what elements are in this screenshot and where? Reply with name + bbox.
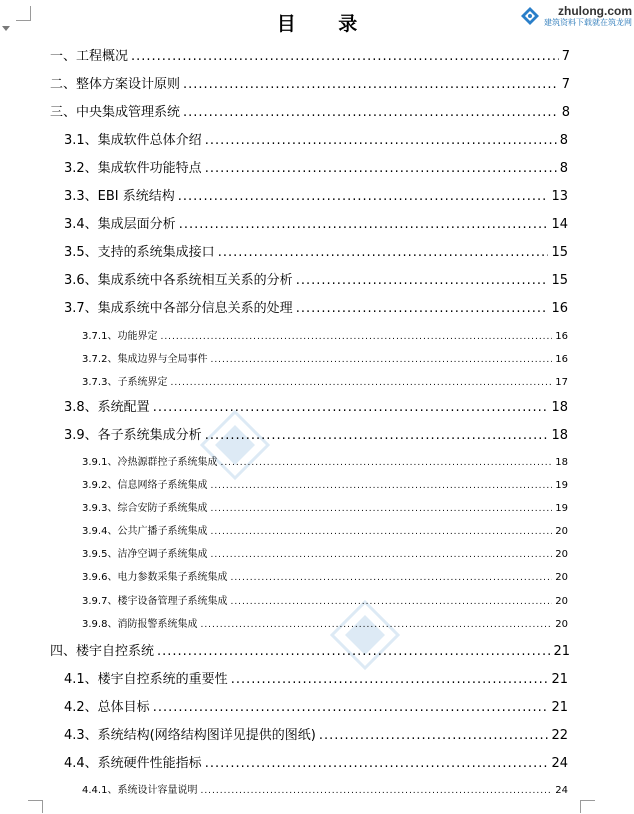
- toc-leader: [170, 378, 552, 388]
- corner-mark-bottom-left: [28, 800, 43, 813]
- toc-leader: [220, 458, 552, 468]
- toc-leader: [230, 597, 552, 607]
- toc-entry[interactable]: [82, 373, 568, 387]
- toc-leader: [183, 77, 559, 92]
- toc-page: 21: [551, 672, 568, 687]
- toc-label: 4.1、楼宇自控系统的重要性: [64, 672, 228, 687]
- toc-leader: [153, 700, 549, 715]
- toc-page: 8: [559, 161, 568, 176]
- toc-page: 24: [555, 785, 568, 796]
- toc-label: 4.2、总体目标: [64, 700, 150, 715]
- toc-page: 16: [555, 331, 568, 342]
- toc-page: 22: [551, 728, 568, 743]
- toc-page: 15: [551, 273, 568, 288]
- toc-leader: [230, 573, 552, 583]
- toc-leader: [296, 301, 549, 316]
- toc-entry[interactable]: [82, 327, 568, 341]
- toc-entry[interactable]: [82, 615, 568, 629]
- toc-leader: [218, 245, 549, 260]
- toc-label: 3.9、各子系统集成分析: [64, 428, 202, 443]
- toc-leader: [231, 672, 549, 687]
- toc-label: 3.9.8、消防报警系统集成: [82, 619, 198, 630]
- toc-leader: [179, 217, 549, 232]
- margin-arrow-icon: [2, 26, 10, 31]
- toc-leader: [210, 355, 552, 365]
- toc-entry[interactable]: [82, 453, 568, 467]
- page-title: 目 录: [276, 13, 376, 35]
- toc-leader: [205, 161, 557, 176]
- toc-entry[interactable]: [82, 781, 568, 795]
- toc-entry[interactable]: [64, 213, 568, 231]
- toc-page: 20: [555, 572, 568, 583]
- toc-label: 3.4、集成层面分析: [64, 217, 176, 232]
- toc-entry[interactable]: [64, 129, 568, 147]
- toc-label: 3.9.1、冷热源群控子系统集成: [82, 457, 218, 468]
- logo-url: zhulong.com: [558, 4, 632, 18]
- toc-leader: [210, 504, 552, 514]
- toc-label: 四、楼宇自控系统: [50, 644, 155, 659]
- toc-page: 17: [555, 377, 568, 388]
- toc-leader: [178, 189, 549, 204]
- toc-entry[interactable]: [64, 668, 568, 686]
- toc-entry[interactable]: [64, 424, 568, 442]
- toc-leader: [210, 550, 552, 560]
- toc-entry[interactable]: [64, 241, 568, 259]
- toc-leader: [319, 728, 549, 743]
- toc-leader: [205, 756, 549, 771]
- toc-page: 7: [561, 77, 570, 92]
- toc-entry[interactable]: [82, 545, 568, 559]
- toc-entry[interactable]: [82, 522, 568, 536]
- toc-page: 21: [553, 644, 570, 659]
- toc-label: 3.2、集成软件功能特点: [64, 161, 202, 176]
- toc-entry[interactable]: [64, 396, 568, 414]
- toc-leader: [210, 481, 552, 491]
- toc-entry[interactable]: [82, 350, 568, 364]
- toc-entry[interactable]: [82, 476, 568, 490]
- toc-entry[interactable]: [82, 592, 568, 606]
- toc-label: 4.4、系统硬件性能指标: [64, 756, 202, 771]
- toc-leader: [200, 620, 552, 630]
- toc-page: 20: [555, 526, 568, 537]
- toc-label: 3.9.2、信息网络子系统集成: [82, 480, 208, 491]
- toc-page: 15: [551, 245, 568, 260]
- toc-page: 21: [551, 700, 568, 715]
- toc-entry[interactable]: [50, 45, 570, 63]
- toc-page: 14: [551, 217, 568, 232]
- toc-entry[interactable]: [64, 157, 568, 175]
- toc-label: 三、中央集成管理系统: [50, 105, 181, 120]
- toc-page: 16: [555, 354, 568, 365]
- toc-page: 20: [555, 549, 568, 560]
- toc-label: 3.3、EBI 系统结构: [64, 189, 175, 204]
- logo-slogan: 建筑资料下载就在筑龙网: [544, 18, 632, 27]
- corner-mark-bottom-right: [580, 800, 595, 813]
- toc-leader: [200, 786, 552, 796]
- toc-entry[interactable]: [64, 297, 568, 315]
- toc-leader: [205, 133, 557, 148]
- toc-entry[interactable]: [50, 101, 570, 119]
- toc-leader: [210, 527, 552, 537]
- toc-leader: [205, 428, 549, 443]
- toc-label: 3.7、集成系统中各部分信息关系的处理: [64, 301, 293, 316]
- toc-page: 24: [551, 756, 568, 771]
- toc-page: 19: [555, 503, 568, 514]
- toc-page: 18: [555, 457, 568, 468]
- toc-leader: [160, 332, 552, 342]
- toc-page: 13: [551, 189, 568, 204]
- toc-label: 3.9.5、洁净空调子系统集成: [82, 549, 208, 560]
- toc-label: 4.4.1、系统设计容量说明: [82, 785, 198, 796]
- toc-label: 3.6、集成系统中各系统相互关系的分析: [64, 273, 293, 288]
- toc-label: 二、整体方案设计原则: [50, 77, 181, 92]
- toc-label: 3.9.6、电力参数采集子系统集成: [82, 572, 228, 583]
- toc-entry[interactable]: [50, 640, 570, 658]
- toc-label: 一、工程概况: [50, 49, 129, 64]
- toc-entry[interactable]: [64, 752, 568, 770]
- toc-page: 19: [555, 480, 568, 491]
- toc-label: 4.3、系统结构(网络结构图详见提供的图纸): [64, 728, 316, 743]
- toc-page: 20: [555, 596, 568, 607]
- toc-page: 20: [555, 619, 568, 630]
- toc-entry[interactable]: [50, 73, 570, 91]
- corner-mark-top-left: [16, 6, 31, 21]
- toc-page: 7: [561, 49, 570, 64]
- toc-label: 3.9.4、公共广播子系统集成: [82, 526, 208, 537]
- toc-page: 16: [551, 301, 568, 316]
- toc-leader: [153, 400, 549, 415]
- toc-entry[interactable]: [64, 724, 568, 742]
- toc-label: 3.7.3、子系统界定: [82, 377, 168, 388]
- toc-leader: [296, 273, 549, 288]
- toc-label: 3.7.2、集成边界与全局事件: [82, 354, 208, 365]
- toc-label: 3.8、系统配置: [64, 400, 150, 415]
- toc-entry[interactable]: [82, 499, 568, 513]
- toc-label: 3.1、集成软件总体介绍: [64, 133, 202, 148]
- toc-entry[interactable]: [82, 568, 568, 582]
- toc-entry[interactable]: [64, 696, 568, 714]
- toc-leader: [131, 49, 559, 64]
- toc-entry[interactable]: [64, 269, 568, 287]
- toc-label: 3.9.7、楼宇设备管理子系统集成: [82, 596, 228, 607]
- toc-label: 3.9.3、综合安防子系统集成: [82, 503, 208, 514]
- toc-entry[interactable]: [64, 185, 568, 203]
- toc-page: 8: [561, 105, 570, 120]
- toc-page: 18: [551, 428, 568, 443]
- toc-leader: [157, 644, 550, 659]
- toc-leader: [183, 105, 559, 120]
- toc-label: 3.5、支持的系统集成接口: [64, 245, 215, 260]
- toc-label: 3.7.1、功能界定: [82, 331, 158, 342]
- toc-page: 18: [551, 400, 568, 415]
- toc-page: 8: [559, 133, 568, 148]
